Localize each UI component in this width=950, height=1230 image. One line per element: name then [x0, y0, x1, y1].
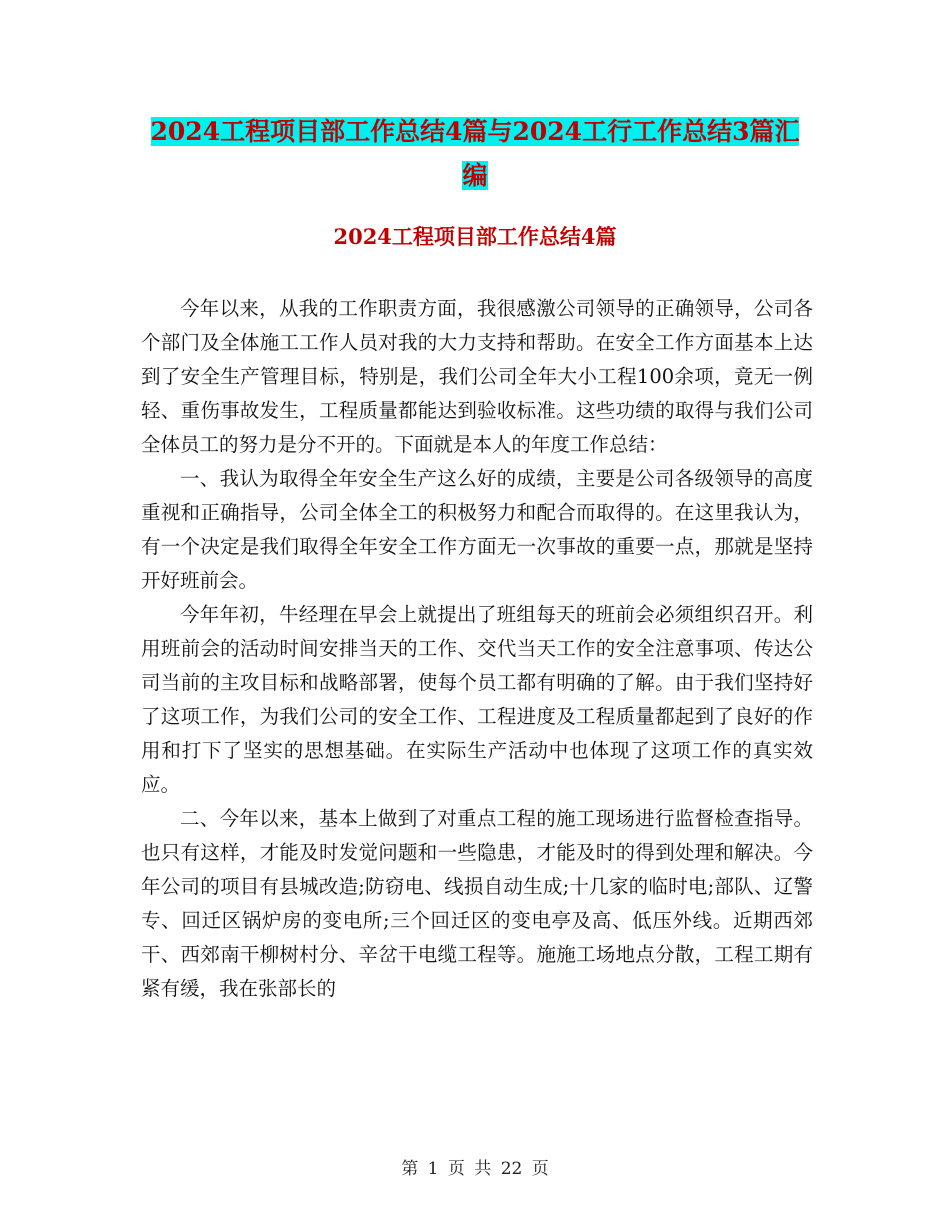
paragraph: 二、今年以来，基本上做到了对重点工程的施工现场进行监督检查指导。也只有这样，才能及时发觉问题和一些隐患，才能及时的得到处理和解决。今年公司的项目有县城改造;防窃电、线损自动生成;十几家的临时电;部队、辽警专、回迁区锅炉房的变电所;三个回迁区的变电亭及高、低压外线。近期西郊干、西郊南干柳树村分、辛岔干电缆工程等。施施工场地点分散，工程工期有紧有缓，我在张部长的 — [141, 807, 813, 1000]
document-title-text: 2024工程项目部工作总结4篇与2024工行工作总结3篇汇编 — [150, 117, 800, 190]
paragraph: 一、我认为取得全年安全生产这么好的成绩，主要是公司各级领导的高度重视和正确指导，公司全体全工的积极努力和配合而取得的。在这里我认为，有一个决定是我们取得全年安全工作方面无一次事故的重要一点，那就是坚持开好班前会。 — [141, 467, 813, 592]
page-number-footer: 第 1 页 共 22 页 — [401, 1159, 549, 1179]
document-body — [141, 292, 813, 1006]
paragraph: 今年以来，从我的工作职责方面，我很感激公司领导的正确领导，公司各个部门及全体施工工作人员对我的大力支持和帮助。在安全工作方面基本上达到了安全生产管理目标，特别是，我们公司全年大小工程100余项，竟无一例轻、重伤事故发生，工程质量都能达到验收标准。这些功绩的取得与我们公司全体员工的努力是分不开的。下面就是本人的年度工作总结： — [141, 297, 813, 456]
paragraph: 今年年初，牛经理在早会上就提出了班组每天的班前会必须组织召开。利用班前会的活动时间安排当天的工作、交代当天工作的安全注意事项、传达公司当前的主攻目标和战略部署，使每个员工都有明确的了解。由于我们坚持好了这项工作，为我们公司的安全工作、工程进度及工程质量都起到了良好的作用和打下了坚实的思想基础。在实际生产活动中也体现了这项工作的真实效应。 — [141, 603, 813, 796]
section-heading: 2024工程项目部工作总结4篇 — [333, 224, 617, 249]
document-title — [140, 110, 810, 198]
